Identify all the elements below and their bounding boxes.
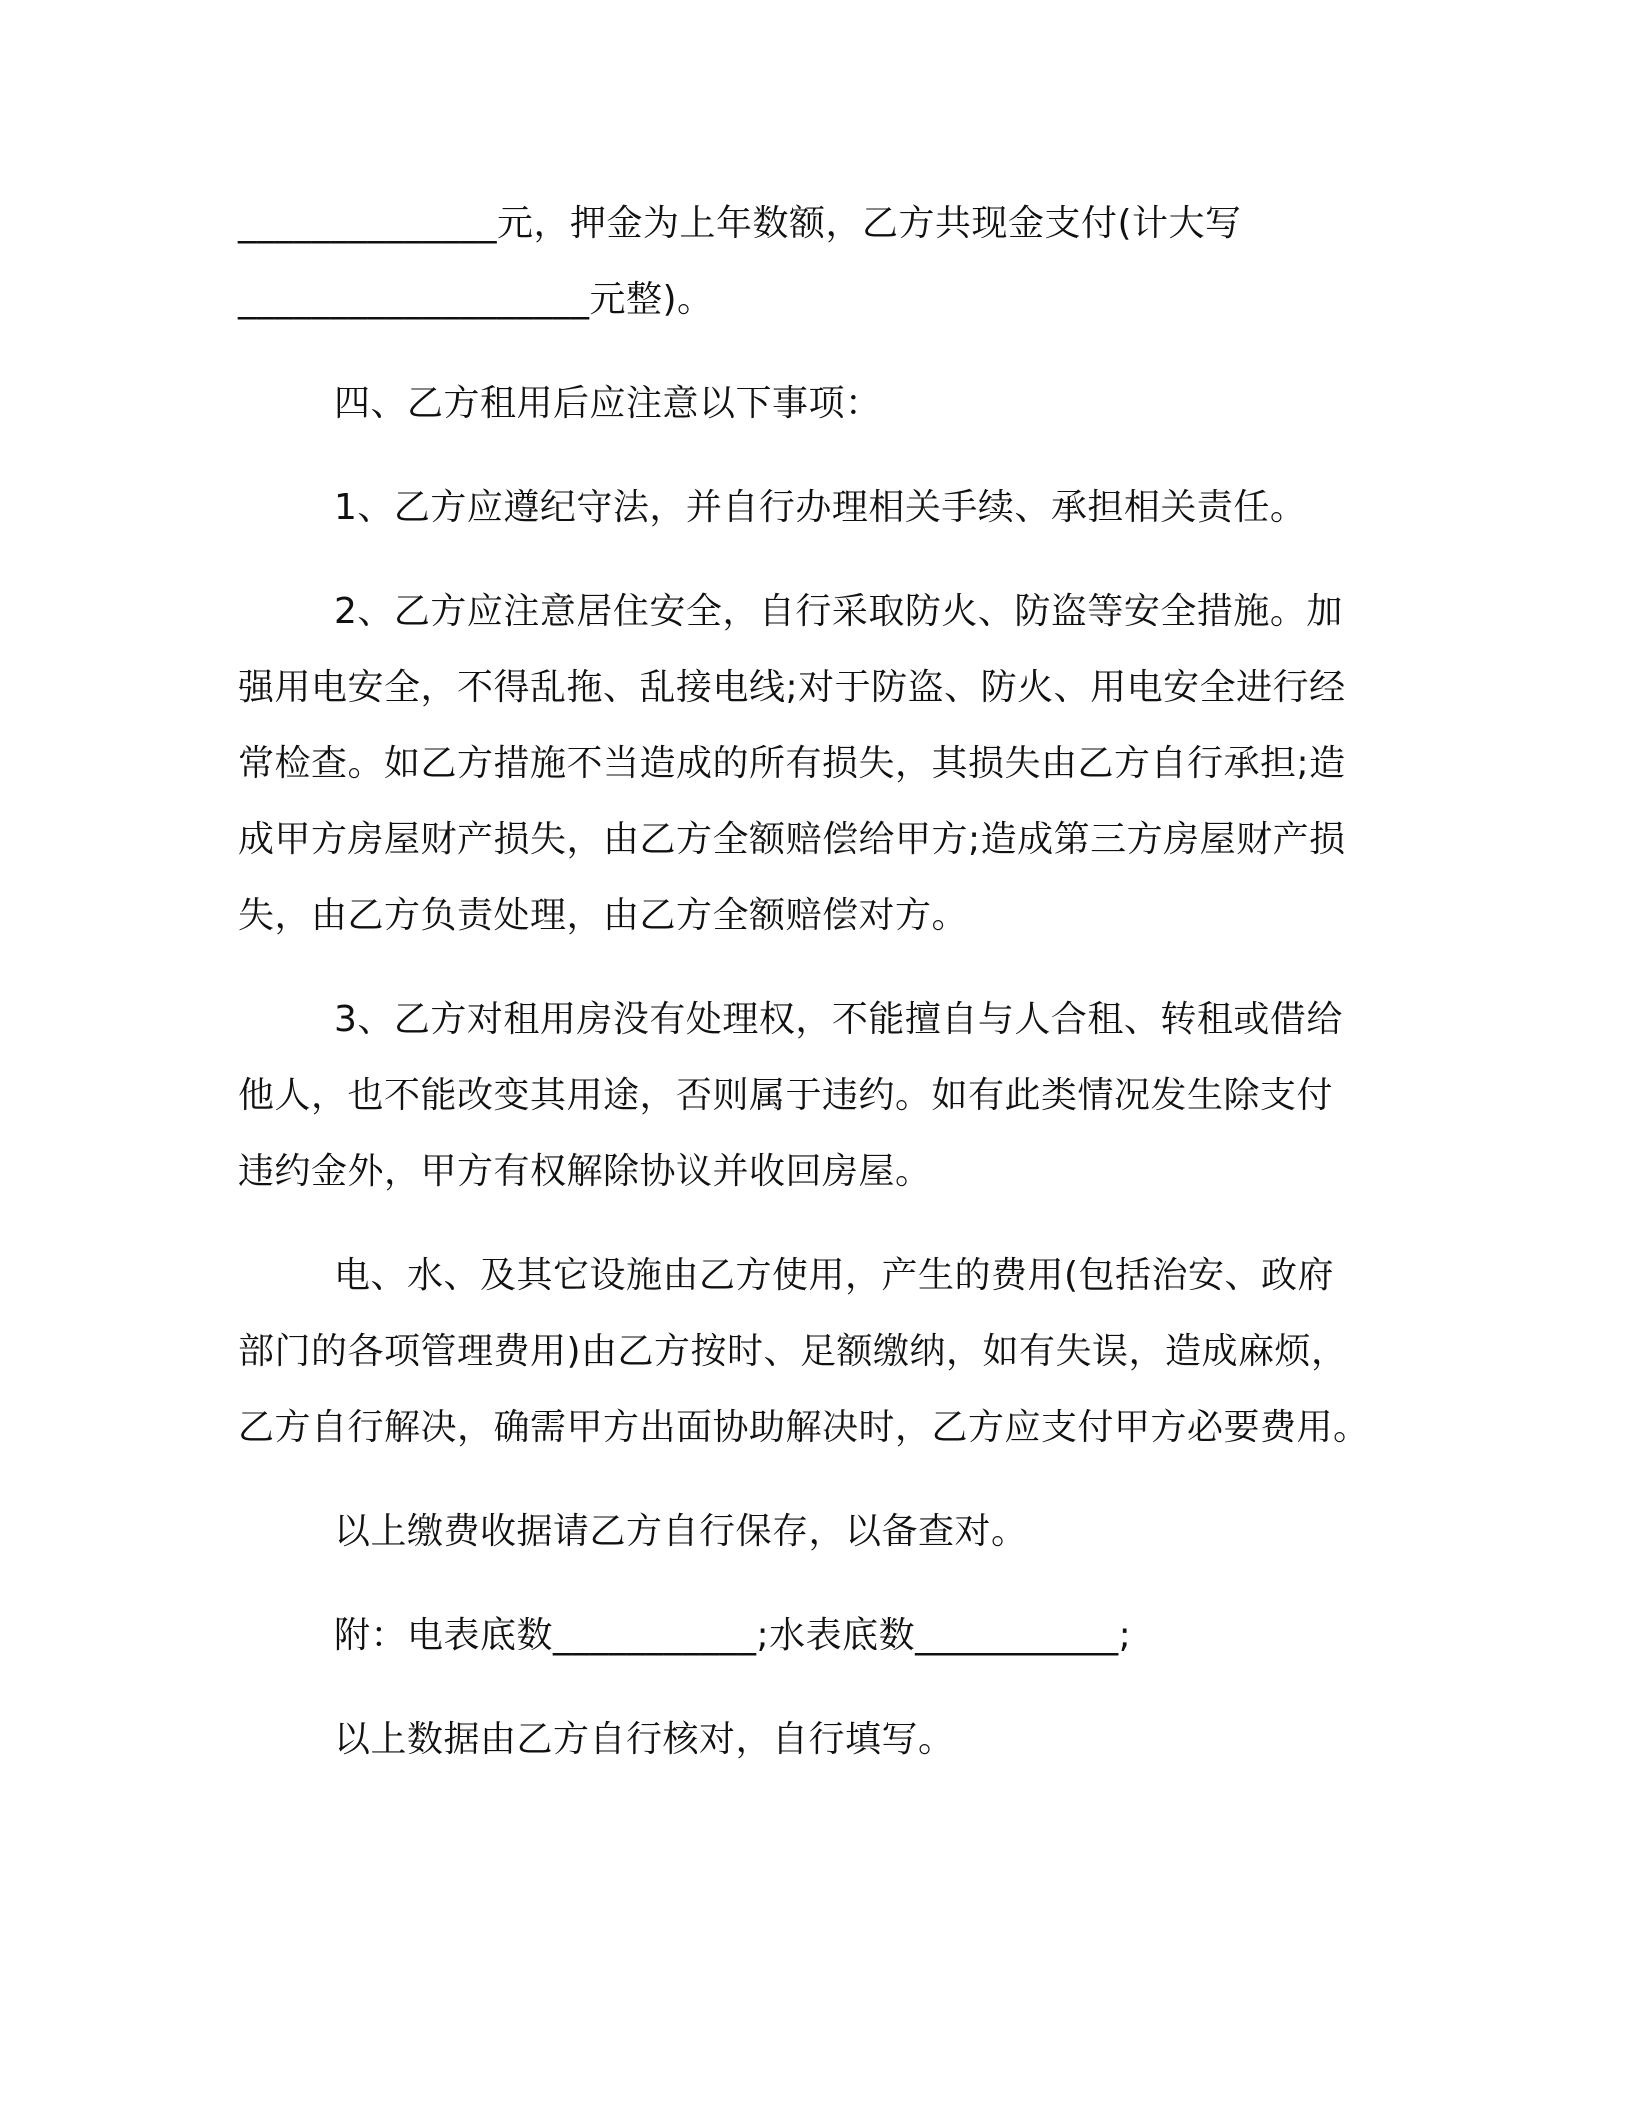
clause-3-line-3: 违约金外，甲方有权解除协议并收回房屋。: [238, 1151, 932, 1192]
clause-2-line-5: 失，由乙方负责处理，由乙方全额赔偿对方。: [238, 895, 969, 936]
utilities-line-1: 电、水、及其它设施由乙方使用，产生的费用(包括治安、政府: [334, 1255, 1335, 1296]
paragraph-gap: [238, 442, 1378, 470]
clause-2-line-4: 成甲方房屋财产损失，由乙方全额赔偿给甲方;造成第三方房屋财产损: [238, 819, 1346, 860]
document-body: [238, 186, 1378, 1778]
utilities-line-2: 部门的各项管理费用)由乙方按时、足额缴纳，如有失误，造成麻烦，: [238, 1331, 1348, 1372]
paragraph-gap: [238, 954, 1378, 982]
clause-2-line-1: 2、乙方应注意居住安全，自行采取防火、防盗等安全措施。加: [334, 591, 1343, 632]
deposit-line: ______________元，押金为上年数额，乙方共现金支付(计大写: [238, 203, 1242, 244]
paragraph-gap: [238, 1210, 1378, 1238]
paragraph-gap: [238, 546, 1378, 574]
meter-readings: 附：电表底数___________;水表底数___________;: [334, 1615, 1132, 1656]
utilities-line-3: 乙方自行解决，确需甲方出面协助解决时，乙方应支付甲方必要费用。: [238, 1407, 1370, 1448]
paragraph-gap: [238, 1674, 1378, 1702]
section-heading: 四、乙方租用后应注意以下事项：: [334, 383, 882, 424]
clause-2-line-2: 强用电安全，不得乱拖、乱接电线;对于防盗、防火、用电安全进行经: [238, 667, 1346, 708]
clause-3-line-2: 他人，也不能改变其用途，否则属于违约。如有此类情况发生除支付: [238, 1075, 1334, 1116]
clause-3-line-1: 3、乙方对租用房没有处理权，不能擅自与人合租、转租或借给: [334, 999, 1343, 1040]
deposit-line-cont: ___________________元整)。: [238, 279, 714, 320]
verification-note: 以上数据由乙方自行核对，自行填写。: [334, 1719, 955, 1760]
paragraph-gap: [238, 1466, 1378, 1494]
paragraph-gap: [238, 338, 1378, 366]
clause-1: 1、乙方应遵纪守法，并自行办理相关手续、承担相关责任。: [334, 487, 1307, 528]
receipts-note: 以上缴费收据请乙方自行保存，以备查对。: [334, 1511, 1028, 1552]
clause-2-line-3: 常检查。如乙方措施不当造成的所有损失，其损失由乙方自行承担;造: [238, 743, 1346, 784]
paragraph-gap: [238, 1570, 1378, 1598]
